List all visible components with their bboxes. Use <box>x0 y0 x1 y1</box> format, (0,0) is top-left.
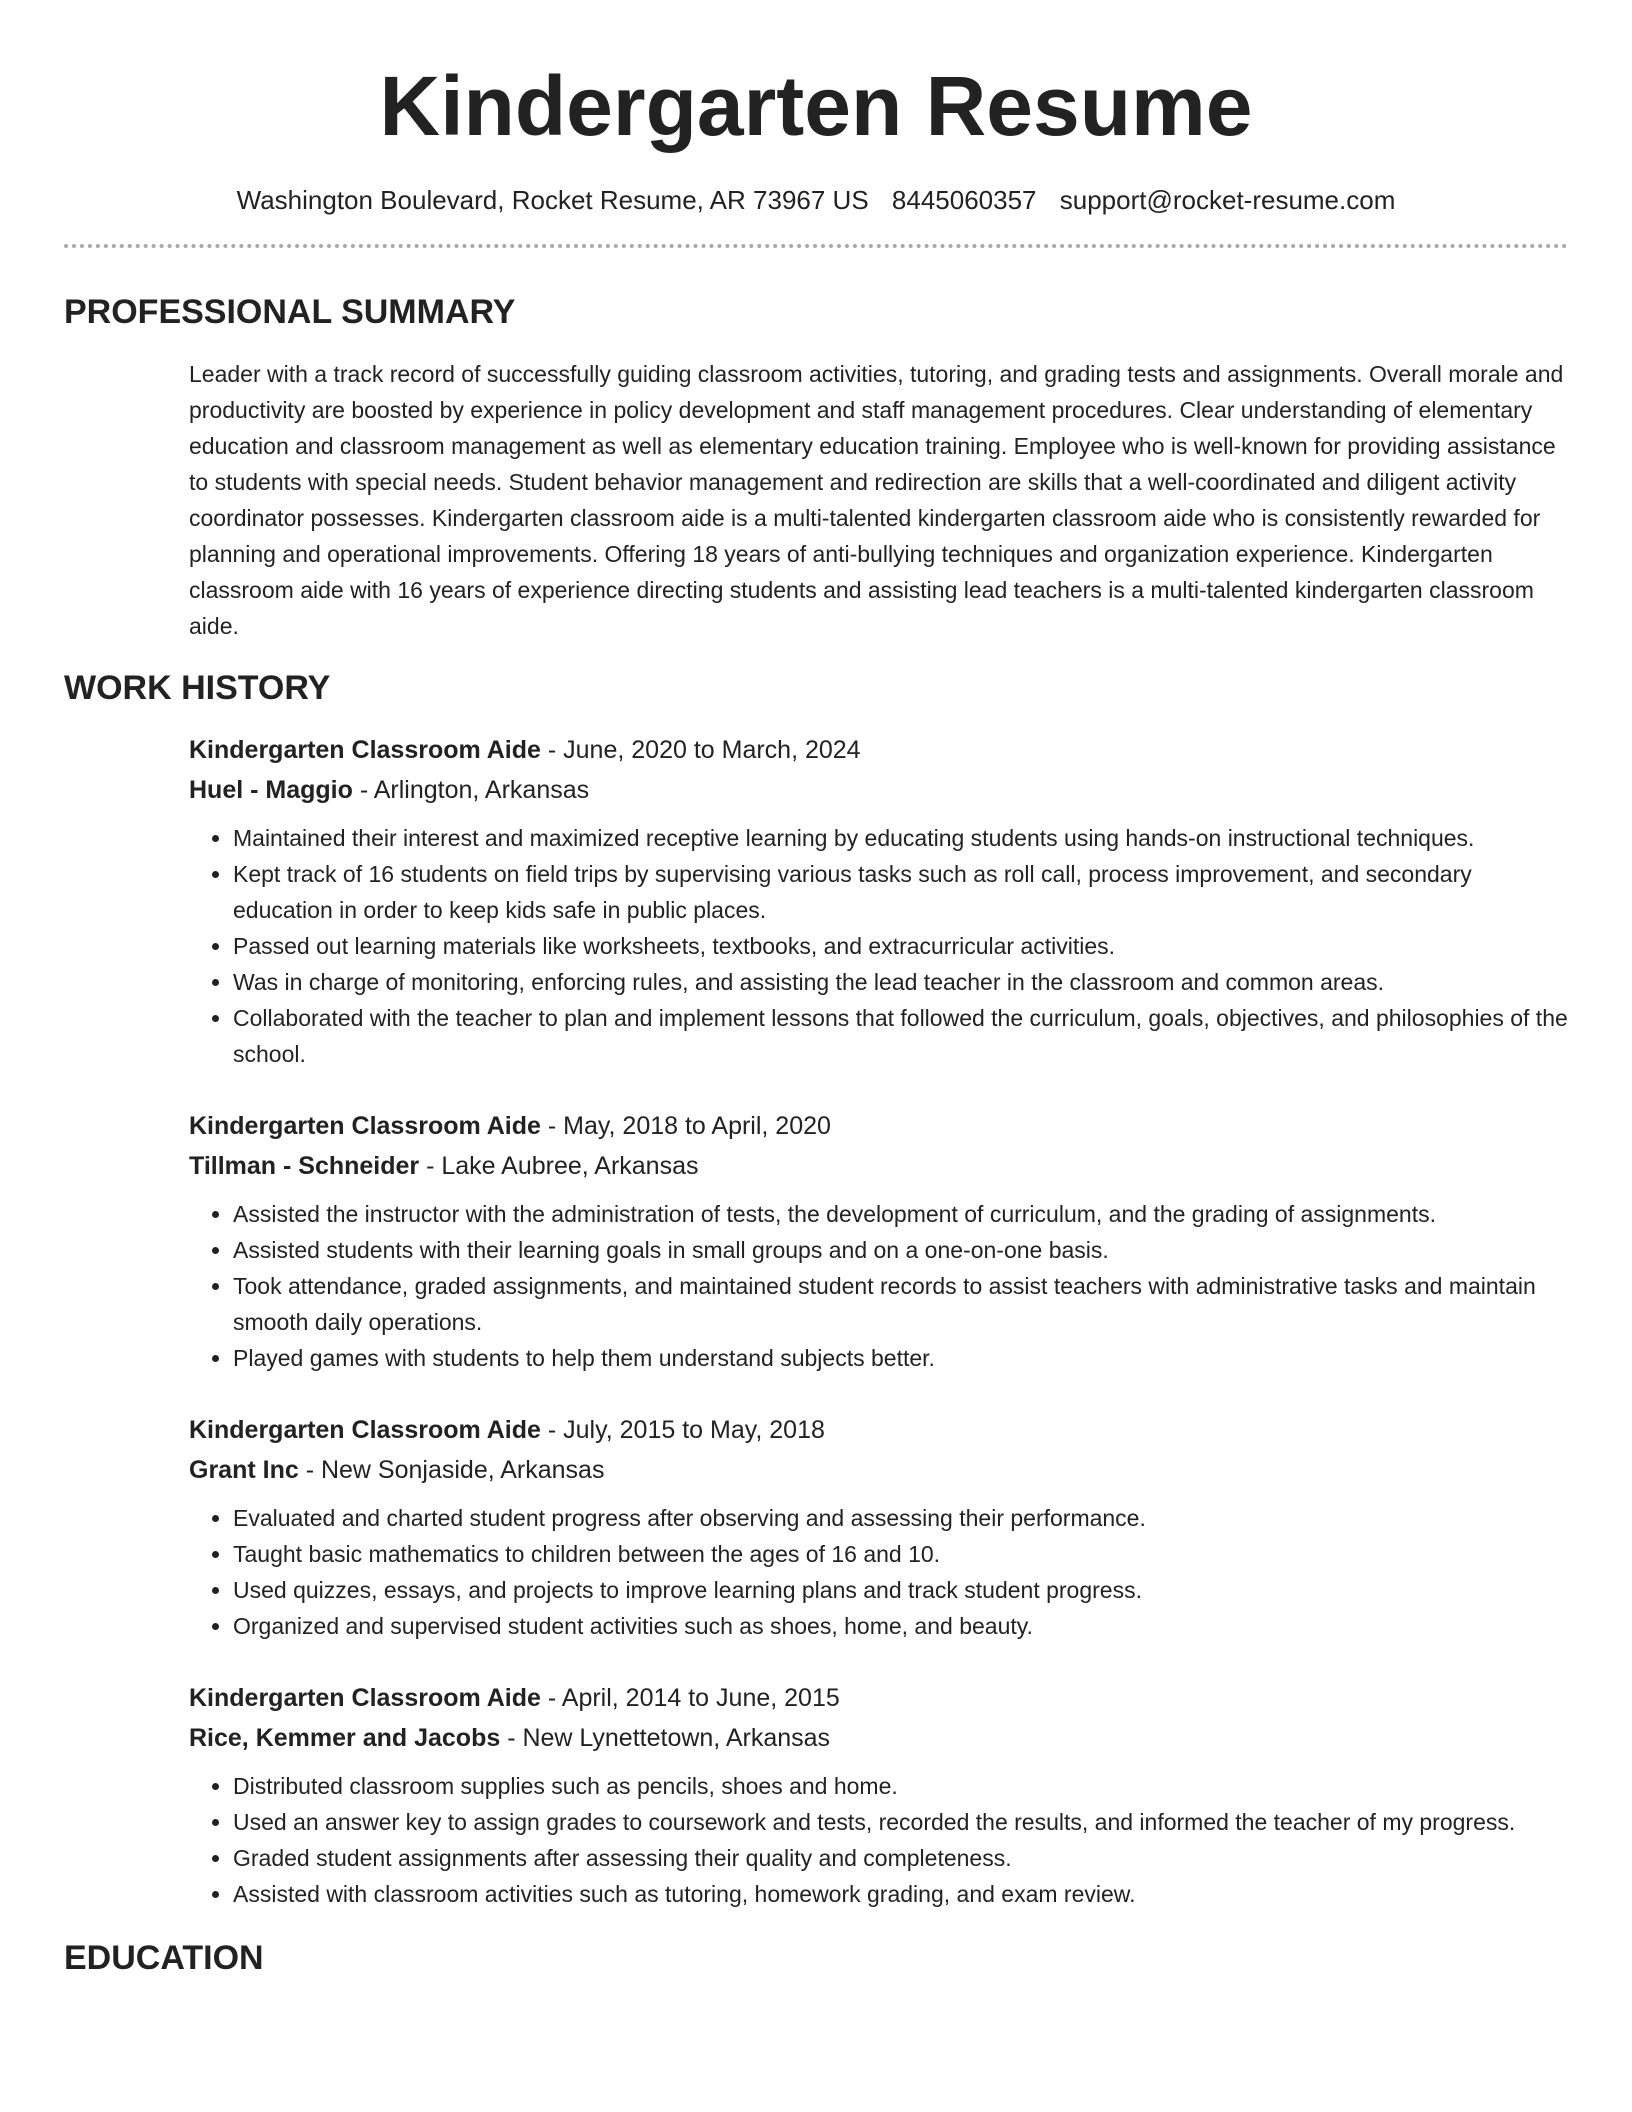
job-dates: - May, 2018 to April, 2020 <box>540 1112 831 1140</box>
job-bullet: • Distributed classroom supplies such as pencils, shoes and home. <box>233 1768 1568 1804</box>
work-history-heading: WORK HISTORY <box>64 669 331 707</box>
job-company: Rice, Kemmer and Jacobs <box>189 1724 501 1752</box>
job-bullet: • Used quizzes, essays, and projects to improve learning plans and track student progress. <box>233 1572 1568 1608</box>
job-bullet: • Organized and supervised student activities such as shoes, home, and beauty. <box>233 1608 1568 1644</box>
job-entry <box>189 1410 1568 1644</box>
job-bullet: • Assisted students with their learning goals in small groups and on a one-on-one basis. <box>233 1232 1568 1268</box>
summary-heading: PROFESSIONAL SUMMARY <box>64 293 516 331</box>
job-bullet: • Collaborated with the teacher to plan and implement lessons that followed the curriculum, goals, objectives, and philosophies of the school. <box>233 1000 1568 1072</box>
job-bullet: • Kept track of 16 students on field trips by supervising various tasks such as roll call, process improvement, and secondary education in order to keep kids safe in public places. <box>233 856 1568 928</box>
job-entry <box>189 1678 1568 1912</box>
resume-title: Kindergarten Resume <box>379 59 1253 153</box>
job-company: Grant Inc <box>189 1456 299 1484</box>
job-bullet: • Assisted the instructor with the administration of tests, the development of curriculum, and the grading of assignments. <box>233 1196 1568 1232</box>
job-title: Kindergarten Classroom Aide <box>189 1112 541 1140</box>
job-location: - New Lynettetown, Arkansas <box>500 1724 831 1752</box>
job-bullet: • Graded student assignments after assessing their quality and completeness. <box>233 1840 1568 1876</box>
work-history-list <box>189 730 1568 1912</box>
job-bullet: • Used an answer key to assign grades to coursework and tests, recorded the results, and informed the teacher of my progress. <box>233 1804 1568 1840</box>
job-company: Tillman - Schneider <box>189 1152 420 1180</box>
job-title-line <box>189 1106 1568 1146</box>
job-bullet-list <box>189 1196 1568 1376</box>
contact-phone: 8445060357 <box>891 185 1037 215</box>
job-bullet: • Passed out learning materials like worksheets, textbooks, and extracurricular activities. <box>233 928 1568 964</box>
job-dates: - April, 2014 to June, 2015 <box>540 1684 840 1712</box>
contact-address: Washington Boulevard, Rocket Resume, AR 73967 US <box>236 185 869 215</box>
job-bullet: • Played games with students to help them understand subjects better. <box>233 1340 1568 1376</box>
job-title: Kindergarten Classroom Aide <box>189 1416 541 1444</box>
job-dates: - July, 2015 to May, 2018 <box>540 1416 825 1444</box>
header-divider <box>64 244 1568 248</box>
job-company-line <box>189 1718 1568 1758</box>
job-location: - Arlington, Arkansas <box>352 776 590 804</box>
job-bullet: • Taught basic mathematics to children between the ages of 16 and 10. <box>233 1536 1568 1572</box>
education-heading: EDUCATION <box>64 1939 264 1977</box>
job-company-line <box>189 770 1568 810</box>
job-bullet-list <box>189 1500 1568 1644</box>
job-location: - Lake Aubree, Arkansas <box>419 1152 699 1180</box>
job-bullet: • Was in charge of monitoring, enforcing rules, and assisting the lead teacher in the classroom and common areas. <box>233 964 1568 1000</box>
job-company-line <box>189 1146 1568 1186</box>
job-bullet-list <box>189 820 1568 1072</box>
job-bullet: • Evaluated and charted student progress after observing and assessing their performance. <box>233 1500 1568 1536</box>
job-entry <box>189 730 1568 1072</box>
job-title-line <box>189 1410 1568 1450</box>
job-entry <box>189 1106 1568 1376</box>
job-bullet: • Took attendance, graded assignments, and maintained student records to assist teachers with administrative tasks and maintain smooth daily operations. <box>233 1268 1568 1340</box>
contact-line <box>64 184 1568 216</box>
job-title: Kindergarten Classroom Aide <box>189 1684 541 1712</box>
contact-email: support@rocket-resume.com <box>1059 185 1396 215</box>
job-dates: - June, 2020 to March, 2024 <box>540 736 861 764</box>
job-bullet: • Maintained their interest and maximized receptive learning by educating students using hands-on instructional techniques. <box>233 820 1568 856</box>
job-title: Kindergarten Classroom Aide <box>189 736 541 764</box>
job-bullet-list <box>189 1768 1568 1912</box>
job-company: Huel - Maggio <box>189 776 353 804</box>
job-bullet: • Assisted with classroom activities such as tutoring, homework grading, and exam review. <box>233 1876 1568 1912</box>
job-company-line <box>189 1450 1568 1490</box>
job-title-line <box>189 1678 1568 1718</box>
job-location: - New Sonjaside, Arkansas <box>298 1456 605 1484</box>
summary-text: Leader with a track record of successfully guiding classroom activities, tutoring, and grading tests and assignments. Overall morale and productivity are boosted by experience in policy development and staff management procedures. Clear understanding of elementary education and classroom management as well as elementary education training. Employee who is well-known for providing assistance to students with special needs. Student behavior management and redirection are skills that a well-coordinated and diligent activity coordinator possesses. Kindergarten classroom aide is a multi-talented kindergarten classroom aide who is consistently rewarded for planning and operational improvements. Offering 18 years of anti-bullying techniques and organization experience. Kindergarten classroom aide with 16 years of experience directing students and assisting lead teachers is a multi-talented kindergarten classroom aide. <box>189 361 1564 639</box>
job-title-line <box>189 730 1568 770</box>
